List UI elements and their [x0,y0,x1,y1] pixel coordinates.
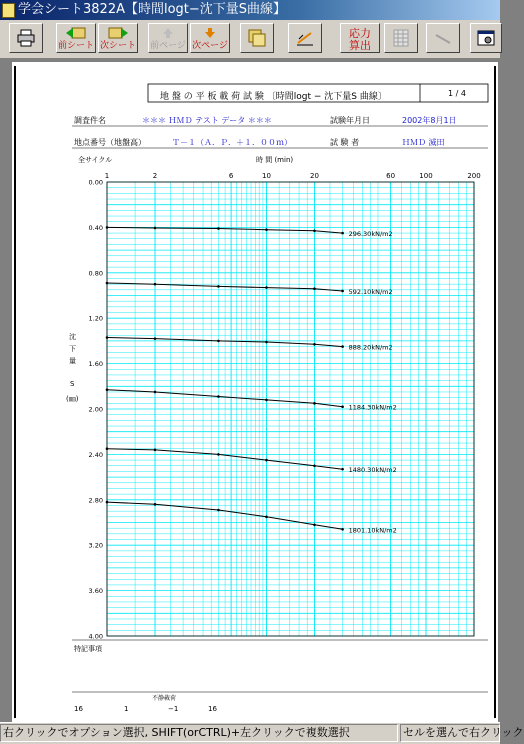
graph-edit-button[interactable] [288,23,322,53]
data-point [341,528,344,531]
y-tick-label: 2.00 [88,405,103,414]
data-point [313,523,316,526]
graph-edit-icon [295,29,315,47]
y-tick-label: 0.00 [88,178,103,187]
next-sheet-label: 次シート [99,41,136,51]
copy-pages-icon [248,29,266,47]
data-point [265,399,268,402]
settlement-time-chart [89,172,481,641]
data-point [154,283,157,286]
status-right: セルを選んで右クリック [400,724,500,742]
print-button[interactable] [9,23,43,53]
next-page-button[interactable] [190,23,230,53]
data-point [217,509,220,512]
remarks-label: 特記事項 [74,645,102,653]
data-point [106,501,109,504]
prev-page-label: 前ページ [150,41,186,51]
y-tick-label: 2.80 [88,496,103,505]
data-point [265,516,268,519]
next-sheet-icon [107,27,129,39]
line-tool-button[interactable] [426,23,460,53]
survey-name: ＊＊＊ ＨＭＤ テスト データ ＊＊＊ [142,116,272,125]
survey-name-label: 調査件名 [74,116,106,125]
data-point [154,449,157,452]
x-tick-label: 200 [467,172,481,180]
status-hint: 右クリックでオプション選択, SHIFT(orCTRL)+左クリックで複数選択 [0,724,398,742]
footer-value-3: −1 [168,705,179,713]
prev-sheet-icon [65,27,87,39]
data-point [154,503,157,506]
data-point [341,468,344,471]
data-point [313,464,316,467]
tester-label: 試 験 者 [330,138,360,147]
data-point [341,405,344,408]
data-point [154,337,157,340]
test-date: 2002年8月1日 [402,116,457,125]
data-point [265,228,268,231]
data-point [106,336,109,339]
prev-sheet-button[interactable] [56,23,96,53]
data-point [265,459,268,462]
data-point [341,290,344,293]
data-point [265,341,268,344]
data-point [217,285,220,288]
x-tick-label: 100 [419,172,433,180]
point-label: 地点番号（地盤高） [74,138,146,147]
next-sheet-button[interactable] [98,23,138,53]
settlement-label-char-3: 量 [69,357,76,365]
printer-icon [17,29,35,47]
footer-label: 不静載荷 [152,695,177,702]
load-label: 592.10kN/m2 [348,287,393,296]
x-tick-label: 20 [310,172,319,180]
y-tick-label: 3.60 [88,587,103,596]
data-point [217,227,220,230]
load-label: 888.20kN/m2 [348,343,393,352]
stress-calc-label: 応力算出 [349,27,371,52]
next-page-icon [204,27,216,39]
data-point [154,391,157,394]
data-point [106,226,109,229]
data-point [313,343,316,346]
prev-sheet-label: 前シート [57,41,94,51]
status-bar [0,722,524,744]
load-label: 1480.30kN/m2 [348,466,397,475]
footer-value-4: 16 [208,705,217,713]
y-tick-label: 1.20 [88,314,103,323]
y-tick-label: 4.00 [88,632,103,641]
data-point [106,388,109,391]
test-date-label: 試験年月日 [330,116,370,125]
settlement-label-char-2: 下 [69,345,76,353]
tester-name: ＨＭＤ 滅田 [402,138,445,147]
sheet-title: 地 盤 の 平 板 載 荷 試 験 〔時間logt − 沈下量S 曲線〕 [160,92,387,102]
data-point [265,286,268,289]
data-point [106,282,109,285]
x-tick-label: 2 [152,172,158,180]
copy-pages-button[interactable] [240,23,274,53]
sheet-page [12,62,498,722]
stress-calc-button[interactable] [340,23,380,53]
page-number: 1 / 4 [448,89,466,98]
data-point [154,227,157,230]
footer-value-1: 16 [74,705,83,713]
y-tick-label: 0.40 [88,223,103,232]
footer-value-2: 1 [124,705,129,713]
settlement-unit: (㎜) [66,395,79,403]
y-tick-label: 3.20 [88,541,103,550]
data-point [106,447,109,450]
data-point [341,232,344,235]
settlement-label-char-1: 沈 [69,333,76,341]
data-point [313,230,316,233]
y-tick-label: 0.80 [88,269,103,278]
grid-button[interactable] [384,23,418,53]
data-point [313,287,316,290]
x-tick-label: 6 [228,172,234,180]
load-label: 296.30kN/m2 [348,230,393,239]
title-bar [0,0,500,20]
y-tick-label: 2.40 [88,450,103,459]
x-tick-label: 10 [262,172,271,180]
full-cycle-label: 全サイクル [78,156,113,164]
settlement-symbol: S [70,380,75,388]
settings-icon [477,29,495,47]
window-title: 学会シート3822A【時間logt−沈下量S曲線】 [18,2,287,17]
data-point [217,395,220,398]
settings-button[interactable] [470,23,502,53]
data-point [217,453,220,456]
data-point [313,402,316,405]
y-tick-label: 1.60 [88,360,103,369]
grid-icon [393,29,409,47]
app-icon [2,3,15,18]
prev-page-icon [162,27,174,39]
toolbar [0,20,500,59]
time-axis-label: 時 間 (min) [256,156,294,164]
next-page-label: 次ページ [192,41,228,51]
point-number: Ｔ－１（Ａ．Ｐ．＋１．００ｍ） [172,138,292,147]
load-label: 1801.10kN/m2 [348,526,397,535]
load-label: 1184.30kN/m2 [348,403,397,412]
line-icon [434,29,452,47]
data-point [217,340,220,343]
prev-page-button[interactable] [148,23,188,53]
x-tick-label: 1 [104,172,110,180]
x-tick-label: 60 [386,172,396,180]
data-point [341,345,344,348]
